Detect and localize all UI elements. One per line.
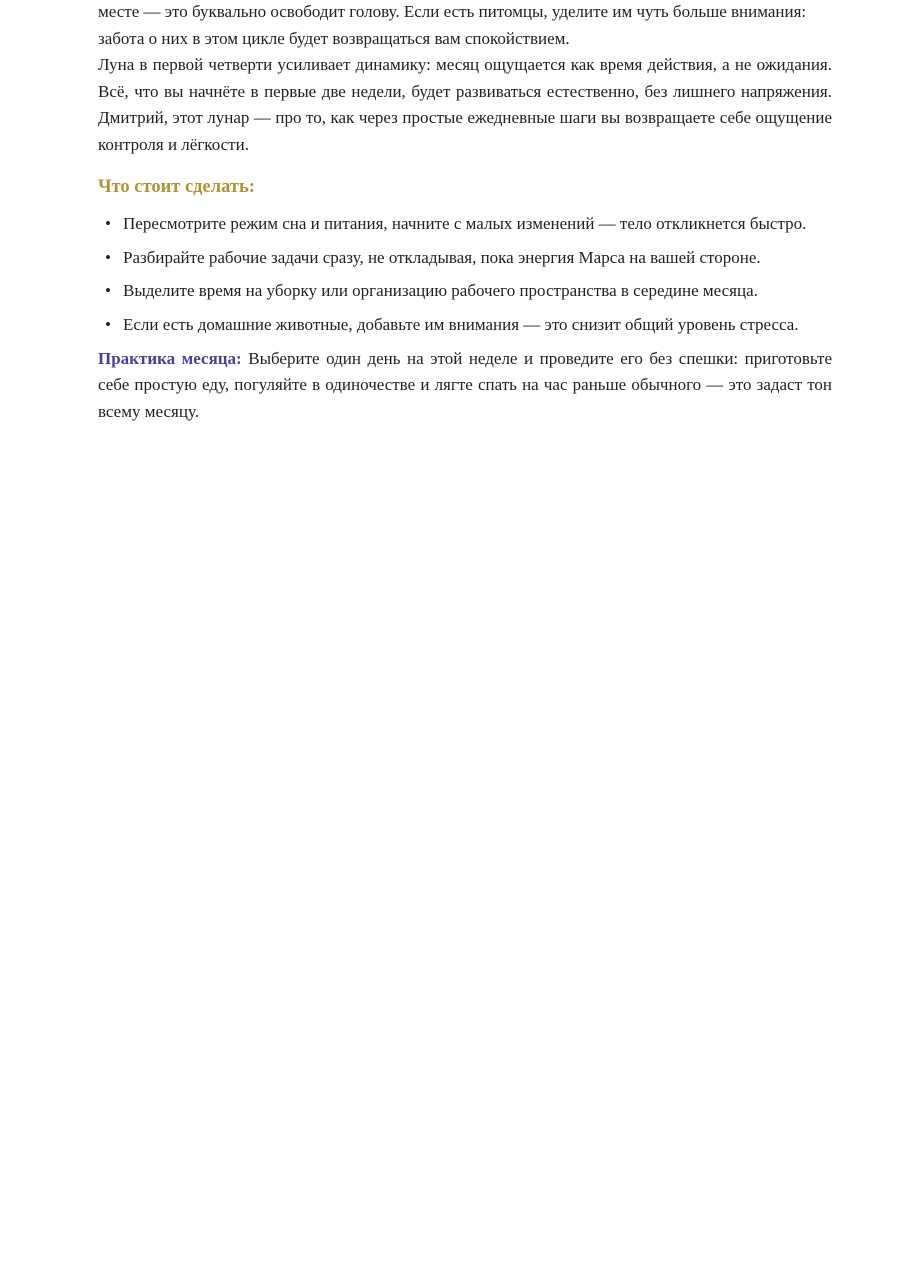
list-item-text: Пересмотрите режим сна и питания, начните с малых изменений — тело откликнется быстро.: [123, 214, 807, 233]
intro-line-1: месте — это буквально освободит голову. Если есть питомцы, уделите им чуть больше внимания:: [98, 2, 807, 21]
list-item-text: Разбирайте рабочие задачи сразу, не откладывая, пока энергия Марса на вашей стороне.: [123, 247, 761, 267]
intro-line-2: забота о них в этом цикле будет возвращаться вам спокойствием.: [98, 28, 570, 48]
document-page: [98, 0, 832, 425]
list-item: [105, 211, 832, 237]
todo-list: [98, 211, 832, 338]
list-item: [105, 278, 832, 304]
list-item: [105, 245, 832, 271]
intro-paragraph: [98, 0, 832, 52]
bullet-icon: •: [105, 314, 111, 334]
bullet-icon: •: [105, 214, 111, 233]
list-item: [105, 312, 832, 338]
todo-heading: Что стоит сделать:: [98, 177, 255, 197]
practice-text: Выберите один день на этой неделе и проведите его без спешки: приготовьте себе простую еду, погуляйте в одиночестве и лягте спать на час раньше обычного — это задаст тон всему месяцу.: [98, 348, 832, 421]
moon-paragraph: Луна в первой четверти усиливает динамику: месяц ощущается как время действия, а не ожидания. Всё, что вы начнёте в первые две недели, будет развиваться естественно, без лишнего напряжения. Дмитрий, этот лунар — про то, как через простые ежедневные шаги вы возвращаете себе ощущение контроля и лёгкости.: [98, 55, 832, 154]
practice-paragraph: [98, 346, 832, 426]
practice-label: Практика месяца:: [98, 348, 242, 368]
list-item-text: Выделите время на уборку или организацию рабочего пространства в середине месяца.: [123, 281, 758, 301]
bullet-icon: •: [105, 247, 111, 267]
bullet-icon: •: [105, 281, 111, 301]
list-item-text: Если есть домашние животные, добавьте им внимания — это снизит общий уровень стресса.: [123, 314, 799, 334]
